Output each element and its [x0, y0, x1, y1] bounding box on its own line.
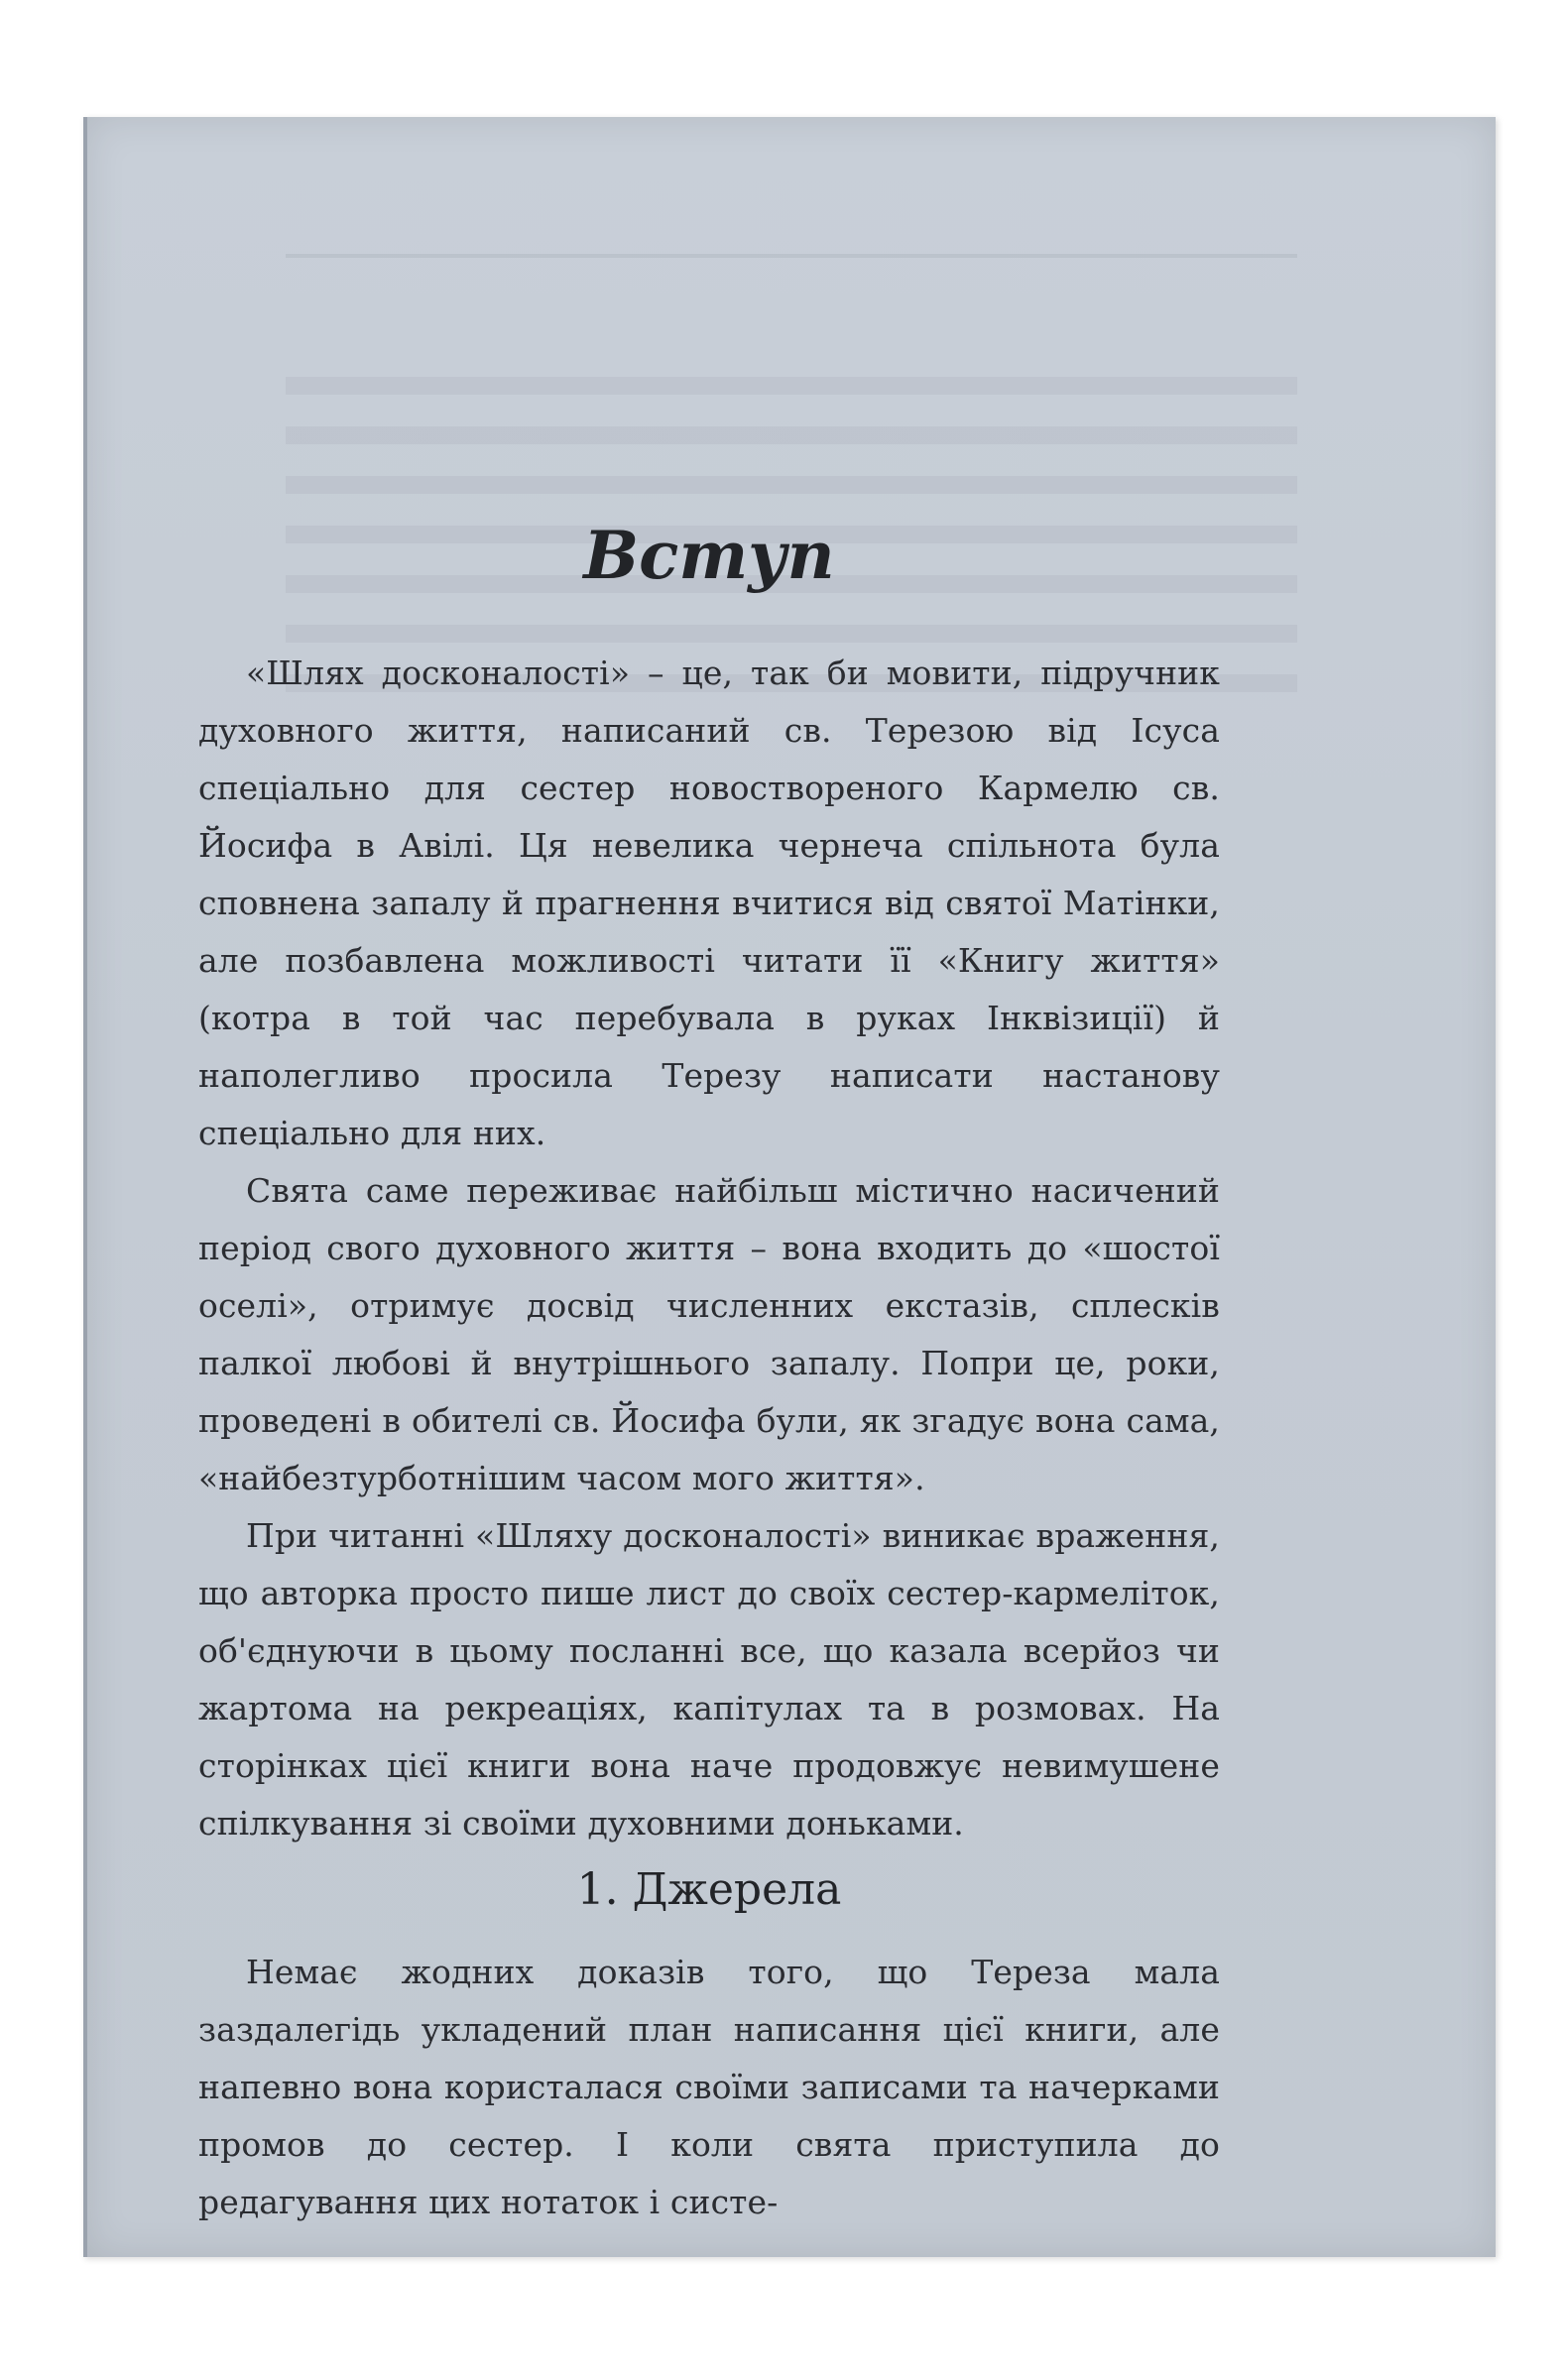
section-heading: 1. Джерела: [576, 1864, 842, 1915]
chapter-title: Вступ: [583, 517, 835, 594]
paragraph-3: При читанні «Шляху досконалості» виникає враження, що авторка просто пише лист до своїх сестер-кармеліток, об'єднуючи в цьому посланні все, що казала всерйоз чи жартома на рекреаціях, капітулах та в розмовах. На сторінках цієї книги вона наче продовжує невимушене спілкування зі своїми духовними доньками.: [198, 1516, 1220, 1843]
page-content: [198, 516, 1220, 2231]
show-through-running-head: [286, 254, 1297, 258]
paragraph-1: «Шлях досконалості» – це, так би мовити, підручник духовного життя, написаний св. Терезою від Ісуса спеціально для сестер новоствореного Кармелю св. Йосифа в Авілі. Ця невелика чернеча спільнота була сповнена запалу й прагнення вчитися від святої Матінки, але позбавлена можливості читати її «Книгу життя» (котра в той час перебувала в руках Інквізиції) й наполегливо просила Терезу написати настанову спеціально для них.: [198, 654, 1220, 1152]
show-through-line: [286, 476, 1297, 494]
show-through-line: [286, 377, 1297, 395]
section-paragraph: Немає жодних доказів того, що Тереза мала заздалегідь укладений план написання цієї книги, але напевно вона користалася своїми записами та начерками промов до сестер. І коли свята приступила до редагування цих нотаток і систе-: [198, 1953, 1220, 2221]
paragraph-2: Свята саме переживає найбільш містично насичений період свого духовного життя – вона входить до «шостої оселі», отримує досвід численних екстазів, сплесків палкої любові й внутрішнього запалу. Попри це, роки, проведені в обителі св. Йосифа були, як згадує вона сама, «найбезтурботнішим часом мого життя».: [198, 1171, 1220, 1497]
show-through-line: [286, 426, 1297, 444]
